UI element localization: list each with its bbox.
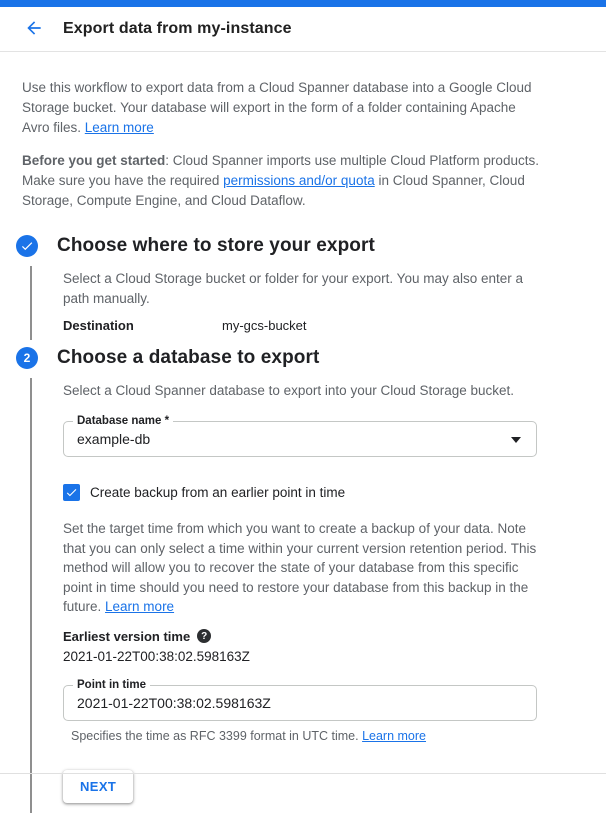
destination-value: my-gcs-bucket: [222, 318, 307, 333]
step-2-header: [16, 347, 606, 369]
arrow-back-icon: [24, 18, 44, 41]
destination-row: [63, 318, 606, 333]
before-you-start-text: : Cloud Spanner imports use multiple Cloud Platform products. Make sure you have the required: [22, 153, 539, 188]
top-accent-bar: [0, 0, 606, 7]
destination-label: Destination: [63, 318, 134, 333]
before-you-start-tail: in Cloud Spanner, Cloud Storage, Compute Engine, and Cloud Dataflow.: [22, 173, 525, 208]
checkbox-checked-icon[interactable]: [63, 484, 80, 501]
dropdown-arrow-icon: [511, 437, 521, 443]
intro-text: Use this workflow to export data from a Cloud Spanner database into a Google Cloud Storage bucket. Your database will export in the form of a folder containing Apache Avro files.: [22, 80, 532, 135]
learn-more-link-intro[interactable]: Learn more: [84, 120, 154, 135]
step-1-header: [16, 235, 606, 257]
back-button[interactable]: [22, 17, 46, 41]
step-2-title: Choose a database to export: [57, 347, 320, 368]
backup-checkbox-label: Create backup from an earlier point in time: [90, 485, 346, 500]
step-2-number-icon: 2: [16, 347, 38, 369]
learn-more-link-helper[interactable]: Learn more: [362, 728, 427, 743]
workflow-steps: [16, 235, 606, 817]
bottom-divider: [0, 773, 606, 774]
intro-paragraph: [22, 78, 546, 138]
step-2-description: Select a Cloud Spanner database to export into your Cloud Storage bucket.: [63, 383, 515, 398]
step-1-completed-check-icon: [16, 235, 38, 257]
page-header: [0, 7, 606, 52]
step-1-body: [63, 257, 606, 347]
main-content: [0, 52, 606, 817]
before-you-start-bold: Before you get started: [22, 153, 166, 168]
page-title: Export data from my-instance: [63, 20, 292, 37]
step-1-title: Choose where to store your export: [57, 235, 375, 256]
backup-description-text: Set the target time from which you want to create a backup of your data. Note that you can only select a time within your current version retention period. This method will allow you to recover the state of your database from this specific point in time should you need to restore your database from this backup in the future.: [63, 521, 537, 614]
earliest-version-row: [63, 629, 606, 644]
permissions-quota-link[interactable]: permissions and/or quota: [223, 173, 375, 188]
database-name-select[interactable]: [63, 415, 537, 457]
learn-more-link-backup[interactable]: Learn more: [105, 599, 175, 614]
next-button[interactable]: NEXT: [63, 770, 133, 803]
point-in-time-field: [63, 678, 537, 721]
point-in-time-helper: [71, 729, 606, 743]
earliest-version-value: 2021-01-22T00:38:02.598163Z: [63, 648, 250, 664]
point-in-time-label: Point in time: [73, 678, 150, 692]
database-name-label: Database name *: [73, 414, 173, 428]
backup-description: [63, 519, 545, 617]
backup-checkbox-row[interactable]: [63, 484, 606, 501]
before-you-start-paragraph: [22, 151, 546, 211]
help-icon[interactable]: ?: [197, 629, 211, 643]
database-name-value: example-db: [77, 431, 151, 447]
step-2-body: [63, 369, 606, 817]
step-1-description: Select a Cloud Storage bucket or folder for your export. You may also enter a path manually.: [63, 271, 524, 306]
earliest-version-label: Earliest version time: [63, 628, 191, 644]
helper-text: Specifies the time as RFC 3399 format in UTC time.: [71, 728, 363, 743]
point-in-time-input[interactable]: [77, 695, 523, 711]
step-1-store-export: [16, 235, 606, 347]
step-2-choose-database: [16, 347, 606, 817]
